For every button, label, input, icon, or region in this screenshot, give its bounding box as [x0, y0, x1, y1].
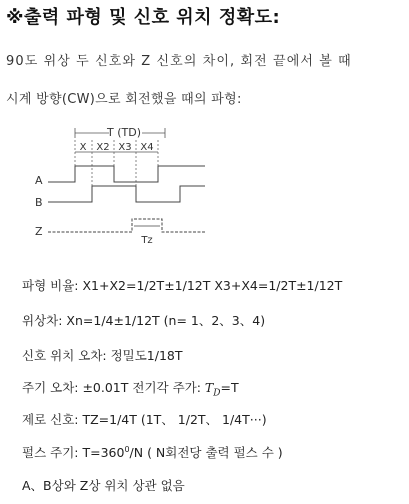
spec-ratio: 파형 비율: X1+X2=1/2T±1/12T X3+X4=1/2T±1/12T	[22, 278, 343, 293]
z-pulse-label: Tz	[141, 235, 153, 246]
spec-cycle-var: T	[204, 380, 214, 395]
waveform-b	[48, 186, 205, 202]
spec-pulse-sup: 0	[124, 444, 130, 454]
waveform-z	[48, 219, 205, 232]
period-label: T (TD)	[107, 126, 141, 139]
intro-line-1: 90도 위상 두 신호와 Z 신호의 차이, 회전 끝에서 볼 때	[6, 54, 352, 69]
intro-line-2: 시계 방향(CW)으로 회전했을 때의 파형:	[6, 92, 242, 107]
waveform-a	[48, 166, 205, 182]
spec-phase: 위상차: Xn=1/4±1/12T (n= 1、2、3、4)	[22, 313, 266, 328]
spec-relation: A、B상와 Z상 위치 상관 없음	[22, 478, 185, 493]
spec-cycle-sub: D	[213, 388, 221, 399]
spec-position-error: 신호 위치 오차: 정밀도1/18T	[22, 348, 183, 363]
spec-cycle-prefix: 주기 오차: ±0.01T 전기각 주가:	[22, 380, 205, 395]
section-title: ※출력 파형 및 신호 위치 정확도:	[6, 7, 281, 28]
spec-cycle	[22, 378, 239, 399]
channel-label-a: A	[35, 174, 43, 187]
spec-pulse-suffix: /N ( N회전당 출력 펄스 수 )	[129, 445, 283, 460]
spec-pulse-prefix: 펄스 주기: T=360	[22, 445, 125, 460]
channel-label-z: Z	[35, 225, 43, 238]
segment-label-x3: X3	[118, 142, 132, 153]
segment-label-x4: X4	[140, 142, 154, 153]
spec-zero: 제로 신호: TZ=1/4T (1T、 1/2T、 1/4T···)	[22, 412, 267, 427]
spec-pulse	[22, 443, 283, 461]
spec-cycle-suffix: =T	[220, 380, 239, 395]
segment-label-x1: X	[79, 142, 87, 153]
segment-label-x2: X2	[96, 142, 110, 153]
waveform-diagram	[30, 122, 230, 252]
channel-label-b: B	[35, 196, 43, 209]
